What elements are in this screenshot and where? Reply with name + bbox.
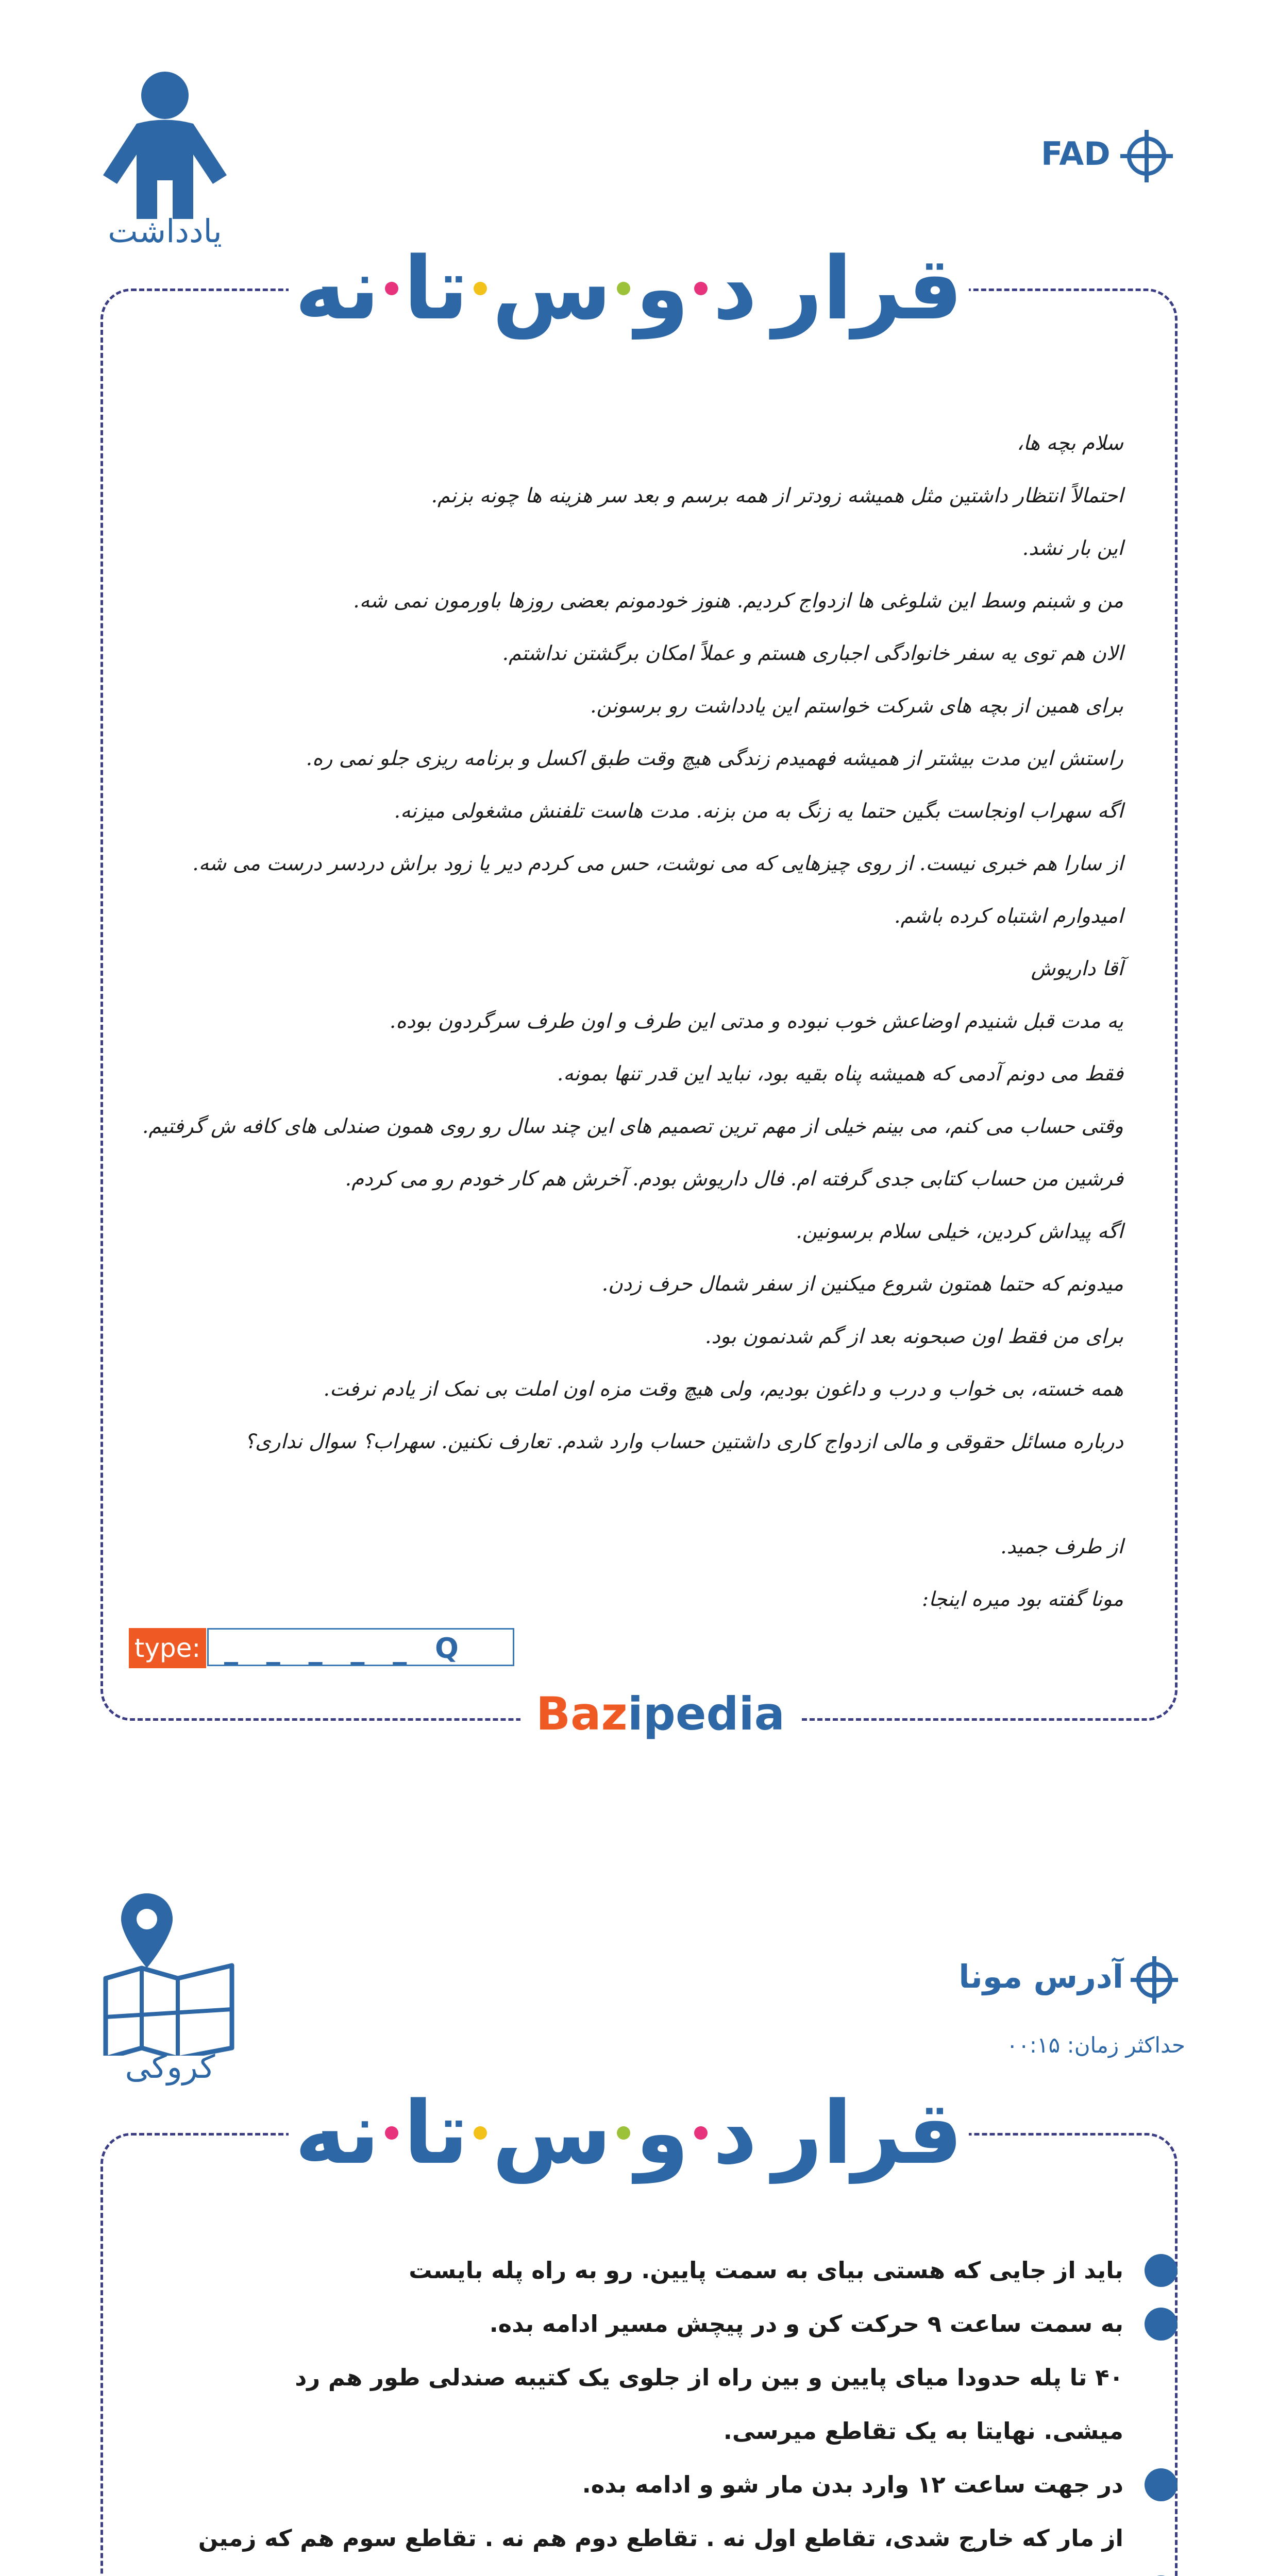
letter-line: از طرف جمید. xyxy=(1000,1535,1123,1558)
map-pin-icon xyxy=(119,1891,175,1973)
direction-row xyxy=(155,2458,1123,2512)
fad-label: FAD xyxy=(1041,135,1111,173)
letter-line: مونا گفته بود میره اینجا: xyxy=(922,1588,1123,1611)
directions-list xyxy=(155,2244,1123,2576)
title-part: قرار xyxy=(772,2082,963,2183)
title-art xyxy=(289,2081,969,2184)
letter-body xyxy=(142,417,1123,1626)
letter-line: از سارا هم خبری نیست. از روی چیزهایی که می نوشت، حس می کردم دیر یا زود براش دردسر درست می شه. xyxy=(192,852,1123,875)
letter-line: میدونم که حتما همتون شروع میکنین از سفر شمال حرف زدن. xyxy=(601,1273,1123,1296)
letter-line: فرشین من حساب کتابی جدی گرفته ام. فال داریوش بودم. آخرش هم کار خودم رو می کردم. xyxy=(345,1167,1123,1191)
letter-line: راستش این مدت بیشتر از همیشه فهمیدم زندگی هیچ وقت طبق اکسل و برنامه ریزی جلو نمی ره. xyxy=(306,747,1123,770)
letter-line: آقا داریوش xyxy=(1031,957,1123,980)
yellow-dot xyxy=(474,2126,487,2140)
type-label: type: xyxy=(129,1628,206,1668)
title-part: د xyxy=(713,238,758,339)
bullet-dot xyxy=(1145,2308,1178,2341)
direction-text: میشی. نهایتا به یک تقاطع میرسی. xyxy=(723,2417,1123,2445)
title-part: س xyxy=(492,2082,612,2183)
title-part: قرار xyxy=(772,238,963,339)
brand-part: Baz xyxy=(536,1687,628,1740)
letter-line: اگه پیداش کردین، خیلی سلام برسونین. xyxy=(796,1220,1123,1243)
title-part: و xyxy=(635,2082,690,2183)
icon-caption: کروکی xyxy=(125,2048,215,2086)
icon-caption: یادداشت xyxy=(108,212,222,250)
person-icon xyxy=(100,70,229,224)
page-title: آدرس مونا xyxy=(959,1958,1123,1995)
letter-line: این بار نشد. xyxy=(1022,537,1123,560)
letter-line: اگه سهراب اونجاست بگین حتما یه زنگ به من بزنه. مدت هاست تلفنش مشغولی میزنه. xyxy=(394,800,1123,823)
title-part: نه xyxy=(294,238,380,339)
letter-line: وقتی حساب می کنم، می بینم خیلی از مهم ترین تصمیم های این چند سال رو روی همون صندلی های کافه ش گرفتیم. xyxy=(142,1115,1123,1138)
letter-line: همه خسته، بی خواب و درب و داغون بودیم، ولی هیچ وقت مزه اون املت بی نمک از یادم نرفت. xyxy=(323,1378,1123,1401)
letter-line: سلام بچه ها، xyxy=(1017,432,1123,455)
direction-text: به سمت ساعت ۹ حرکت کن و در پیچش مسیر ادامه بده. xyxy=(489,2310,1123,2337)
crosshair-icon xyxy=(1129,1954,1180,2006)
pink-dot xyxy=(694,2126,708,2140)
letter-line: درباره مسائل حقوقی و مالی ازدواج کاری داشتین حساب وارد شدم. تعارف نکنین. سهراب؟ سوال نداری؟ xyxy=(244,1430,1123,1453)
direction-row xyxy=(155,2297,1123,2351)
title-part: تا xyxy=(403,238,468,339)
letter-line: یه مدت قبل شنیدم اوضاعش خوب نبوده و مدتی این طرف و اون طرف سرگردون بوده. xyxy=(389,1010,1123,1033)
bullet-dot xyxy=(1145,2254,1178,2287)
letter-line: فقط می دونم آدمی که همیشه پناه بقیه بود، نباید این قدر تنها بمونه. xyxy=(557,1062,1123,1086)
yellow-dot xyxy=(474,282,487,295)
letter-line: الان هم توی یه سفر خانوادگی اجباری هستم و عملاً امکان برگشتن نداشتم. xyxy=(502,642,1123,665)
title-art xyxy=(289,237,969,340)
time-limit: حداکثر زمان: ۰۰:۱۵ xyxy=(1006,2032,1185,2058)
letter-gap xyxy=(155,1468,1123,1521)
letter-line: من و شبنم وسط این شلوغی ها ازدواج کردیم. هنوز خودمونم بعضی روزها باورمون نمی شه. xyxy=(353,589,1123,613)
title-part: تا xyxy=(403,2082,468,2183)
pink-dot xyxy=(385,2126,398,2140)
green-dot xyxy=(617,2126,630,2140)
direction-row xyxy=(155,2565,1123,2576)
direction-row xyxy=(155,2512,1123,2565)
crosshair-icon xyxy=(1118,128,1175,184)
title-part: و xyxy=(635,238,690,339)
brand-logo xyxy=(520,1687,800,1740)
letter-line: برای من فقط اون صبحونه بعد از گم شدنمون بود. xyxy=(705,1325,1123,1348)
direction-row xyxy=(155,2404,1123,2458)
direction-text xyxy=(388,2565,1123,2576)
title-part: د xyxy=(713,2082,758,2183)
direction-text: از مار که خارج شدی، تقاطع اول نه . تقاطع دوم هم نه . تقاطع سوم هم که زمین xyxy=(198,2524,1123,2552)
bullet-dot xyxy=(1145,2468,1178,2501)
direction-row xyxy=(155,2244,1123,2297)
pink-dot xyxy=(385,282,398,295)
answer-input[interactable]: _ _ _ _ _ Q xyxy=(207,1628,514,1666)
pink-dot xyxy=(694,282,708,295)
letter-line: امیدوارم اشتباه کرده باشم. xyxy=(894,905,1123,928)
letter-line: احتمالاً انتظار داشتین مثل همیشه زودتر از همه برسم و بعد سر هزینه ها چونه بزنم. xyxy=(431,484,1123,507)
title-part: س xyxy=(492,238,612,339)
direction-text: در جهت ساعت ۱۲ وارد بدن مار شو و ادامه بده. xyxy=(582,2471,1123,2498)
title-part: نه xyxy=(294,2082,380,2183)
brand-part: ipedia xyxy=(627,1687,785,1740)
direction-text: باید از جایی که هستی بیای به سمت پایین. رو به راه پله بایست xyxy=(409,2257,1123,2284)
direction-text: ۴۰ تا پله حدودا میای پایین و بین راه از جلوی یک کتیبه صندلی طور هم رد xyxy=(295,2364,1123,2391)
letter-line: برای همین از بچه های شرکت خواستم این یادداشت رو برسونن. xyxy=(590,694,1123,718)
direction-row xyxy=(155,2351,1123,2404)
green-dot xyxy=(617,282,630,295)
